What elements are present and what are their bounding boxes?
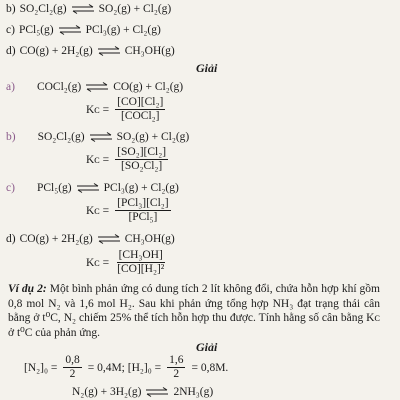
equation-d — [6, 232, 175, 246]
lhs: SO₂Cl₂(g) — [37, 131, 85, 143]
rhs: CH₃OH(g) — [124, 233, 175, 245]
kc-expression-c — [86, 197, 171, 224]
denominator: [COCl₂] — [121, 110, 160, 122]
rhs: CH₃OH(g) — [124, 45, 175, 57]
example-2-paragraph — [8, 282, 380, 340]
rhs: CO(g) + Cl₂(g) — [113, 81, 184, 93]
lhs: CO(g) + 2H₂(g) — [19, 45, 93, 57]
equilibrium-arrow-icon — [97, 234, 121, 244]
label-d: d) — [6, 45, 16, 57]
equilibrium-arrow-icon — [145, 387, 169, 397]
equation-nh3 — [72, 385, 213, 399]
denominator: 2 — [69, 368, 76, 380]
rhs: 2NH₃(g) — [173, 386, 214, 398]
label-b: b) — [6, 131, 16, 143]
fraction — [115, 96, 165, 123]
numerator: 1,6 — [169, 354, 184, 366]
initial-concentrations — [24, 354, 228, 381]
example-title: Ví dụ 2: — [8, 283, 47, 295]
lhs: COCl₂(g) — [36, 81, 82, 93]
h2-result: = 0,8M. — [191, 361, 229, 374]
equilibrium-arrow-icon — [76, 183, 100, 193]
fraction-h2 — [167, 354, 185, 381]
label-d: d) — [6, 233, 16, 245]
equation-b — [6, 130, 189, 144]
denominator: [SO₂Cl₂] — [121, 160, 163, 172]
lhs: CO(g) + 2H₂(g) — [19, 233, 93, 245]
label-a: a) — [6, 81, 15, 93]
equation-c — [6, 181, 179, 195]
lhs: SO₂Cl₂(g) — [19, 3, 67, 15]
kc-expression-d — [86, 249, 166, 276]
denominator: [CO][H₂]² — [117, 263, 165, 275]
equation-a — [6, 80, 183, 94]
equation-d-top — [6, 44, 175, 58]
n2-result: = 0,4M; [H₂]₀ = — [87, 361, 162, 374]
equilibrium-arrow-icon — [58, 25, 82, 35]
fraction — [115, 249, 166, 276]
label-c: c) — [6, 182, 15, 194]
fraction-n2 — [63, 354, 81, 381]
rhs: SO₂(g) + Cl₂(g) — [116, 131, 190, 143]
equation-c-top — [6, 23, 161, 37]
rhs: SO₂(g) + Cl₂(g) — [98, 3, 172, 15]
numerator: [CH₃OH] — [118, 249, 163, 261]
equilibrium-arrow-icon — [71, 4, 95, 14]
denominator: 2 — [173, 368, 180, 380]
n2-label: [N₂]₀ = — [24, 361, 58, 374]
lhs: PCl₅(g) — [36, 182, 72, 194]
fraction — [115, 197, 170, 224]
equation-b-top — [6, 2, 171, 16]
numerator: [SO₂][Cl₂] — [117, 146, 167, 158]
kc-label: Kᴄ = — [86, 204, 110, 217]
rhs: PCl₃(g) + Cl₂(g) — [85, 24, 161, 36]
equilibrium-arrow-icon — [85, 82, 109, 92]
equilibrium-arrow-icon — [97, 46, 121, 56]
rhs: PCl₃(g) + Cl₂(g) — [103, 182, 179, 194]
example-text: Một bình phản ứng có dung tích 2 lít không đổi, chứa hỗn hợp khí gồm 0,8 mol N₂ và 1,6 mol H₂. Sau khi phản ứng tổng hợp NH₃ đạt trạng thái cân bằng ở t⁰C, N₂ chiếm 25% thể tích hỗn hợp thu được. Tính hằng số cân bằng Kᴄ ở t⁰C của phản ứng. — [8, 283, 381, 339]
solution-heading: Giải — [196, 61, 218, 75]
lhs: N₂(g) + 3H₂(g) — [72, 386, 142, 398]
kc-expression-a — [86, 96, 165, 123]
equilibrium-arrow-icon — [89, 132, 113, 142]
kc-label: Kᴄ = — [86, 153, 110, 166]
kc-label: Kᴄ = — [86, 103, 110, 116]
label-b: b) — [6, 3, 16, 15]
denominator: [PCl₅] — [128, 211, 158, 223]
kc-expression-b — [86, 146, 168, 173]
label-c: c) — [6, 24, 15, 36]
lhs: PCl₅(g) — [18, 24, 54, 36]
fraction — [115, 146, 168, 173]
numerator: 0,8 — [65, 354, 80, 366]
numerator: [PCl₃][Cl₂] — [117, 197, 169, 209]
solution-heading-2: Giải — [196, 340, 218, 354]
kc-label: Kᴄ = — [86, 256, 110, 269]
numerator: [CO][Cl₂] — [117, 96, 164, 108]
